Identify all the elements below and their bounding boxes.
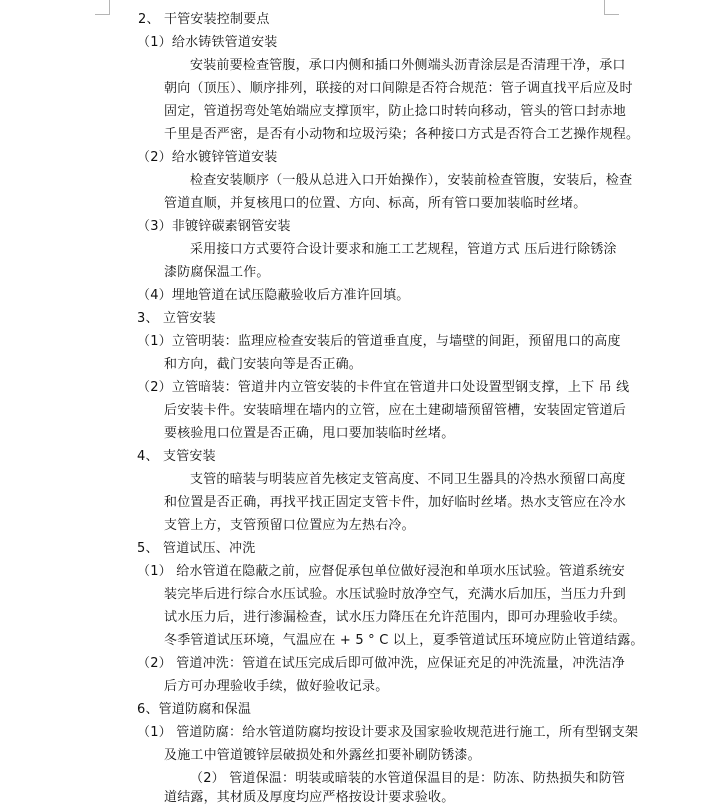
paragraph-line: 和方向，截门安装向等是否正确。 bbox=[164, 357, 363, 372]
list-item-line: （2） 管道保温：明装或暗装的水管道保温目的是：防冻、防热损失和防管 bbox=[190, 771, 626, 786]
paragraph-line: 装完毕后进行综合水压试验。水压试验时放净空气，充满水后加压，当压力升到 bbox=[164, 587, 627, 602]
section-heading-6: 6、管道防腐和保温 bbox=[137, 702, 252, 717]
paragraph-line: 安装前要检查管腹，承口内侧和插口外侧端头沥青涂层是否清理干净，承口 bbox=[190, 58, 626, 73]
paragraph-line: 朝向（顶压）、顺序排列，联接的对口间隙是否符合规范：管子调直找平后应及时 bbox=[164, 81, 633, 96]
paragraph-line: 漆防腐保温工作。 bbox=[164, 265, 270, 280]
paragraph-line: 冬季管道试压环境，气温应在 + 5 ° C 以上，夏季管道试压环境应防止管道结露。 bbox=[164, 633, 644, 648]
page-corner-mark-right bbox=[604, 0, 619, 15]
paragraph-line: 支管上方，支管预留口位置应为左热右冷。 bbox=[164, 518, 415, 533]
paragraph-line: 千里是否严密，是否有小动物和垃圾污染；各种接口方式是否符合工艺操作规程。 bbox=[164, 127, 640, 142]
subsection-heading: （2）给水镀锌管道安装 bbox=[137, 150, 278, 165]
paragraph-line: 检查安装顺序（一般从总进入口开始操作），安装前检查管腹，安装后，检查 bbox=[190, 173, 633, 188]
section-heading-4: 4、 支管安装 bbox=[137, 449, 216, 464]
paragraph-line: 固定，管道拐弯处笔始端应支撑顶牢，防止捻口时转向移动，管头的管口封赤地 bbox=[164, 104, 627, 119]
paragraph-line: 道结露，其材质及厚度均应严格按设计要求验收。 bbox=[164, 790, 455, 805]
list-item-line: （1） 给水管道在隐蔽之前，应督促承包单位做好浸泡和单项水压试验。管道系统安 bbox=[137, 564, 626, 579]
list-item-line: （2）立管暗装：管道井内立管安装的卡件宜在管道井口处设置型钢支撑，上下 吊 线 bbox=[137, 380, 630, 395]
paragraph-line: 后方可办理验收手续，做好验收记录。 bbox=[164, 679, 389, 694]
page-corner-mark-left bbox=[95, 0, 110, 15]
subsection-heading: （1）给水铸铁管道安装 bbox=[137, 35, 278, 50]
paragraph-line: 及施工中管道镀锌层破损处和外露丝扣要补刷防锈漆。 bbox=[164, 748, 481, 763]
section-heading-2: 2、 干管安装控制要点 bbox=[138, 12, 270, 27]
paragraph-line: 管道直顺，并复核甩口的位置、方向、标高，所有管口要加装临时丝堵。 bbox=[164, 196, 587, 211]
list-item-line: （2） 管道冲洗：管道在试压完成后即可做冲洗，应保证充足的冲洗流量，冲洗洁净 bbox=[137, 656, 626, 671]
paragraph-line: 试水压力后，进行渗漏检查，试水压力降压在允许范围内，即可办理验收手续。 bbox=[164, 610, 627, 625]
list-item-line: （1）立管明装：监理应检查安装后的管道垂直度，与墙壁的间距，预留甩口的高度 bbox=[137, 334, 621, 349]
subsection-heading: （3）非镀锌碳素钢管安装 bbox=[137, 219, 291, 234]
list-item-line: （1） 管道防腐：给水管道防腐均按设计要求及国家验收规范进行施工，所有型钢支架 bbox=[137, 725, 639, 740]
section-heading-3: 3、 立管安装 bbox=[137, 311, 216, 326]
subsection-heading: （4）埋地管道在试压隐蔽验收后方准许回填。 bbox=[137, 288, 410, 303]
paragraph-line: 和位置是否正确，再找平找正固定支管卡件，加好临时丝堵。热水支管应在冷水 bbox=[164, 495, 627, 510]
paragraph-line: 采用接口方式要符合设计要求和施工工艺规程，管道方式 压后进行除锈涂 bbox=[190, 242, 617, 257]
paragraph-line: 支管的暗装与明装应首先核定支管高度、不同卫生器具的冷热水预留口高度 bbox=[190, 472, 626, 487]
paragraph-line: 要核验甩口位置是否正确，甩口要加装临时丝堵。 bbox=[164, 426, 455, 441]
paragraph-line: 后安装卡件。安装暗埋在墙内的立管，应在土建砌墙预留管槽，安装固定管道后 bbox=[164, 403, 627, 418]
section-heading-5: 5、 管道试压、冲洗 bbox=[137, 541, 256, 556]
